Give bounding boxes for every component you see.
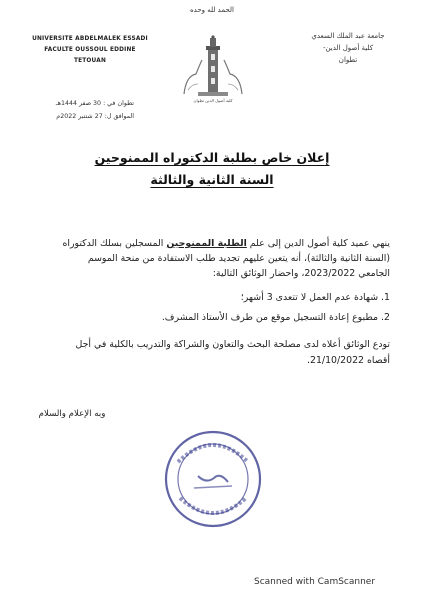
list-item: 2. مطبوع إعادة التسجيل موقع من طرف الأستاذ المشرف.: [161, 312, 390, 323]
date-gregorian: الموافق ل: 27 شتنبر 2022م: [56, 113, 134, 120]
paragraph-1-line-3: الجامعي 2023/2022، واحضار الوثائق التالية:: [212, 268, 390, 279]
camscanner-watermark: Scanned with CamScanner: [254, 577, 376, 587]
faculty-name-latin: FACULTE OUSSOUL EDDINE: [44, 47, 136, 53]
faculty-logo: [178, 34, 248, 104]
paragraph-2-line-2: أقصاه 21/10/2022.: [307, 355, 390, 366]
university-name-arabic: جامعة عبد الملك السعدي: [311, 32, 385, 40]
official-stamp: [158, 424, 268, 534]
p1-bold-text: الطلبة الممنوحين: [166, 238, 247, 249]
city-arabic: تطوان: [338, 56, 358, 64]
p1-text-before: ينهي عميد كلية أصول الدين إلى علم: [246, 238, 390, 249]
list-item: 1. شهادة عدم العمل لا تتعدى 3 أشهر؛: [240, 292, 390, 303]
paragraph-1-line-2: (السنة الثانية والثالثة)، أنه يتعين عليهم تجديد طلب الاستفادة من منحة الموسم: [87, 253, 390, 264]
faculty-name-arabic: كلية أصول الدين-: [322, 44, 374, 52]
closing-phrase: وبه الإعلام والسلام: [38, 409, 106, 419]
p1-text-after: المسجلين بسلك الدكتوراه: [62, 238, 167, 249]
paragraph-1-line-1: [32, 236, 390, 251]
header-arabic-block: [300, 30, 396, 66]
basmala: الحمد لله وحده: [189, 6, 235, 14]
date-hijri: تطوان في : 30 صفر 1444هـ: [55, 100, 134, 107]
announcement-title: إعلان خاص بطلبة الدكتوراه الممنوحين: [94, 150, 330, 165]
city-latin: TETOUAN: [73, 58, 107, 64]
paragraph-2-line-1: تودع الوثائق أعلاه لدى مصلحة البحث والتعاون والشراكة والتدريب بالكلية في أجل: [75, 339, 390, 350]
logo-caption: كلية أصول الدين تطوان: [193, 98, 233, 103]
university-name-latin: UNIVERSITE ABDELMALEK ESSADI: [32, 36, 148, 42]
header-latin-block: [30, 34, 150, 67]
announcement-subtitle: السنة الثانية والثالثة: [150, 172, 274, 187]
